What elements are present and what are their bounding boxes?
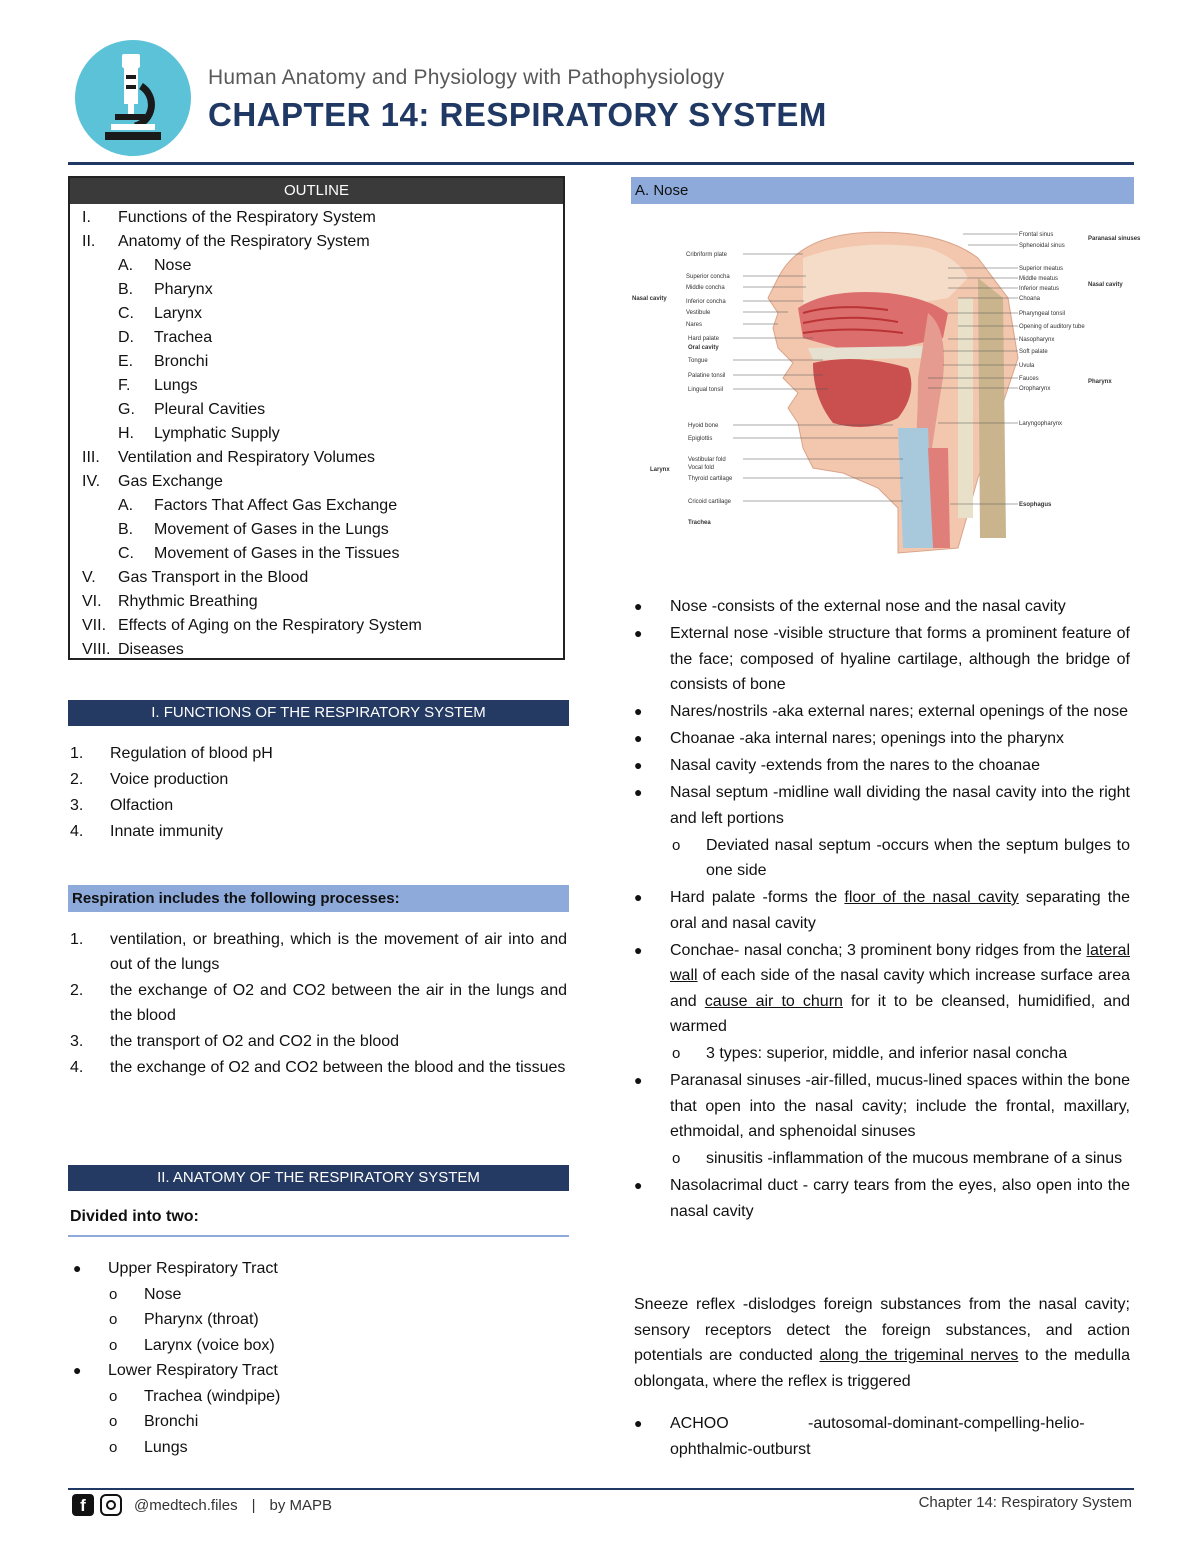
anatomy-heading: II. ANATOMY OF THE RESPIRATORY SYSTEM (68, 1165, 569, 1191)
microscope-icon (75, 40, 191, 156)
list-item: 1. Regulation of blood pH (70, 745, 273, 762)
outline-item-number: C. (118, 545, 134, 562)
diagram-label: Lingual tonsil (688, 387, 724, 393)
outline-item-number: D. (118, 329, 134, 346)
list-item: ● Choanae -aka internal nares; openings into the pharynx (634, 730, 1065, 747)
list-item: o Larynx (voice box) (109, 1336, 275, 1354)
diagram-label: Oropharynx (1019, 386, 1051, 392)
list-item: o Trachea (windpipe) (109, 1387, 281, 1405)
list-item: 2. the exchange of O2 and CO2 between the air in the lungs and the blood (70, 982, 567, 1024)
diagram-label: Hard palate (688, 336, 720, 342)
list-item: ● Nares/nostrils -aka external nares; external openings of the nose (634, 703, 1129, 720)
diagram-label: Nasopharynx (1019, 337, 1055, 343)
outline-item (70, 278, 563, 302)
outline-item-label: Gas Transport in the Blood (118, 569, 309, 586)
diagram-label: Nasal cavity (1088, 282, 1123, 288)
microscope-logo (75, 40, 191, 156)
list-item: 3. Olfaction (70, 797, 174, 814)
achoo-item (632, 1411, 1130, 1464)
outline-item-number: F. (118, 377, 131, 394)
outline-item-number: IV. (82, 473, 101, 490)
diagram-label: Uvula (1019, 363, 1035, 369)
outline-heading: OUTLINE (70, 178, 563, 204)
outline-item-number: A. (118, 257, 134, 274)
outline-item-label: Effects of Aging on the Respiratory System (118, 617, 422, 634)
diagram-label: Hyoid bone (688, 423, 719, 429)
outline-item-number: A. (118, 497, 134, 514)
outline-item-number: VIII. (82, 641, 111, 658)
outline-item-label: Lymphatic Supply (154, 425, 280, 442)
outline-item (70, 230, 563, 254)
diagram-label: Cribriform plate (686, 252, 728, 258)
diagram-label: Sphenoidal sinus (1019, 243, 1065, 249)
outline-item-number: E. (118, 353, 134, 370)
outline-item-number: G. (118, 401, 135, 418)
outline-item (70, 470, 563, 494)
diagram-label: Oral cavity (688, 345, 719, 351)
diagram-label: Tongue (688, 358, 708, 364)
outline-item-number: I. (82, 209, 91, 226)
functions-list (70, 741, 567, 845)
outline-item-label: Pharynx (154, 281, 213, 298)
diagram-label: Inferior meatus (1019, 286, 1060, 292)
outline-item-label: Diseases (118, 641, 184, 658)
achoo-definition: -autosomal-dominant-compelling-helio-ophthalmic-outburst (670, 1415, 1085, 1458)
outline-item (70, 422, 563, 446)
diagram-label: Middle concha (686, 285, 725, 291)
outline-item-number: III. (82, 449, 100, 466)
outline-item-label: Lungs (154, 377, 198, 394)
outline-item-number: H. (118, 425, 134, 442)
outline-item-number: B. (118, 281, 134, 298)
diagram-label: Pharyngeal tonsil (1019, 311, 1066, 317)
diagram-label: Paranasal sinuses (1088, 236, 1141, 242)
respiratory-anatomy-diagram (628, 218, 1141, 563)
diagram-label: Nares (686, 322, 703, 328)
list-item: ● External nose -visible structure that forms a prominent feature of the face; composed of hyaline cartilage, although the bridge of consists of bone (634, 625, 1130, 693)
outline-item (70, 614, 563, 638)
list-item: o 3 types: superior, middle, and inferior nasal concha (672, 1045, 1068, 1062)
diagram-label: Trachea (688, 520, 711, 526)
diagram-label: Cricoid cartilage (688, 499, 732, 505)
achoo-term: ACHOO (670, 1415, 729, 1432)
diagram-label: Vestibular fold (688, 457, 726, 463)
diagram-label: Esophagus (1019, 502, 1052, 508)
author-credit: by MAPB (269, 1496, 333, 1514)
footer-divider (68, 1488, 1134, 1490)
list-item: ● Nose -consists of the external nose and the nasal cavity (634, 598, 1066, 615)
respiration-list (70, 927, 567, 1106)
diagram-label: Palatine tonsil (688, 373, 726, 379)
diagram-label: Inferior concha (686, 299, 726, 305)
facebook-icon[interactable]: f (72, 1494, 94, 1516)
list-item: o Deviated nasal septum -occurs when the septum bulges to one side (672, 836, 1130, 879)
outline-item-label: Larynx (154, 305, 203, 322)
outline-item (70, 374, 563, 398)
outline-item-label: Functions of the Respiratory System (118, 209, 376, 226)
list-item: o Lungs (109, 1438, 188, 1456)
list-item: ● ACHOO -autosomal-dominant-compelling-helio-ophthalmic-outburst (632, 1411, 1130, 1462)
diagram-label: Choana (1019, 296, 1041, 302)
outline-item-label: Bronchi (154, 353, 209, 370)
outline-item-label: Anatomy of the Respiratory System (118, 233, 370, 250)
nose-bullets (632, 594, 1130, 1226)
outline-item-label: Nose (154, 257, 192, 274)
list-item: ● Nasal septum -midline wall dividing the nasal cavity into the right and left portions (634, 784, 1130, 827)
diagram-label: Vocal fold (688, 465, 715, 471)
outline-item-label: Rhythmic Breathing (118, 593, 258, 610)
list-item: 4. the exchange of O2 and CO2 between the blood and the tissues (70, 1059, 566, 1076)
outline-item (70, 350, 563, 374)
list-item: o Pharynx (throat) (109, 1311, 259, 1328)
outline-item-number: B. (118, 521, 134, 538)
outline-list (70, 204, 563, 662)
list-item: 4. Innate immunity (70, 823, 223, 840)
list-item: 1. ventilation, or breathing, which is the movement of air into and out of the lungs (70, 931, 567, 973)
diagram-label: Frontal sinus (1019, 232, 1054, 238)
outline-item (70, 638, 563, 662)
outline-item (70, 494, 563, 518)
footer-social (72, 1494, 332, 1516)
outline-item (70, 542, 563, 566)
diagram-label: Middle meatus (1019, 276, 1059, 282)
list-item: ● Lower Respiratory Tract (73, 1362, 278, 1379)
list-item: o Bronchi (109, 1413, 199, 1430)
outline-item (70, 254, 563, 278)
outline-item (70, 446, 563, 470)
diagram-label: Superior concha (686, 274, 730, 280)
outline-item (70, 566, 563, 590)
respiration-heading: Respiration includes the following processes: (68, 885, 569, 912)
sneeze-reflex-paragraph: Sneeze reflex -dislodges foreign substances from the nasal cavity; sensory receptors detect the foreign substances, and action potentials are conducted along the trigeminal nerves to the medulla oblongata, where the reflex is triggered (634, 1296, 1131, 1390)
diagram-label: Superior meatus (1019, 266, 1064, 272)
chapter-title: CHAPTER 14: RESPIRATORY SYSTEM (208, 96, 827, 133)
outline-item (70, 518, 563, 542)
outline-item-label: Pleural Cavities (154, 401, 266, 418)
list-item: ● Paranasal sinuses -air-filled, mucus-lined spaces within the bone that open into the nasal cavity; include the frontal, maxillary, ethmoidal, and sphenoidal sinuses (634, 1072, 1130, 1140)
list-item: ● Nasolacrimal duct - carry tears from the eyes, also open into the nasal cavity (634, 1177, 1130, 1220)
outline-item-label: Ventilation and Respiratory Volumes (118, 449, 376, 466)
functions-heading: I. FUNCTIONS OF THE RESPIRATORY SYSTEM (68, 700, 569, 726)
diagram-label: Vestibule (686, 310, 711, 316)
outline-item (70, 398, 563, 422)
diagram-label: Fauces (1019, 376, 1039, 382)
tract-list (70, 1256, 567, 1460)
list-item: o sinusitis -inflammation of the mucous membrane of a sinus (672, 1150, 1123, 1167)
footer-chapter-label: Chapter 14: Respiratory System (918, 1494, 1132, 1511)
diagram-label: Opening of auditory tube (1019, 324, 1085, 330)
outline-item-label: Factors That Affect Gas Exchange (154, 497, 398, 514)
list-item: 2. Voice production (70, 771, 229, 788)
outline-item (70, 302, 563, 326)
instagram-icon[interactable] (100, 1494, 122, 1516)
outline-item (70, 590, 563, 614)
nose-heading: A. Nose (631, 177, 1134, 204)
diagram-label: Laryngopharynx (1019, 421, 1063, 427)
list-item: ● Conchae- nasal concha; 3 prominent bony ridges from the lateral wall of each side of the nasal cavity which increase surface area and cause air to churn for it to be cleansed, humidified, and warmed (634, 941, 1130, 1035)
book-subtitle: Human Anatomy and Physiology with Pathophysiology (208, 66, 725, 89)
divided-label: Divided into two: (70, 1208, 199, 1225)
outline-item-label: Movement of Gases in the Lungs (154, 521, 389, 538)
outline-item-label: Movement of Gases in the Tissues (154, 545, 400, 562)
list-item: ● Nasal cavity -extends from the nares to the choanae (634, 757, 1040, 774)
outline-item-number: V. (82, 569, 96, 586)
list-item: ● Upper Respiratory Tract (73, 1260, 278, 1277)
outline-item-number: II. (82, 233, 96, 250)
outline-item-label: Gas Exchange (118, 473, 223, 490)
divider (68, 1235, 569, 1237)
list-item: ● Hard palate -forms the floor of the nasal cavity separating the oral and nasal cavity (634, 889, 1130, 932)
list-item: 3. the transport of O2 and CO2 in the blood (70, 1033, 400, 1050)
outline-item (70, 326, 563, 350)
outline-item-number: VII. (82, 617, 107, 634)
diagram-label: Soft palate (1019, 349, 1048, 355)
diagram-label: Nasal cavity (632, 296, 667, 302)
footer-separator: | (251, 1496, 256, 1514)
outline-item-number: C. (118, 305, 134, 322)
diagram-label: Larynx (650, 467, 670, 473)
outline-box (68, 176, 565, 660)
social-handle: @medtech.files (134, 1496, 238, 1514)
header-divider (68, 162, 1134, 165)
outline-item-number: VI. (82, 593, 102, 610)
outline-item-label: Trachea (154, 329, 213, 346)
diagram-label: Epiglottis (688, 436, 713, 442)
list-item: o Nose (109, 1285, 182, 1303)
diagram-label: Thyroid cartilage (688, 476, 733, 482)
diagram-label: Pharynx (1088, 379, 1112, 385)
outline-item (70, 206, 563, 230)
